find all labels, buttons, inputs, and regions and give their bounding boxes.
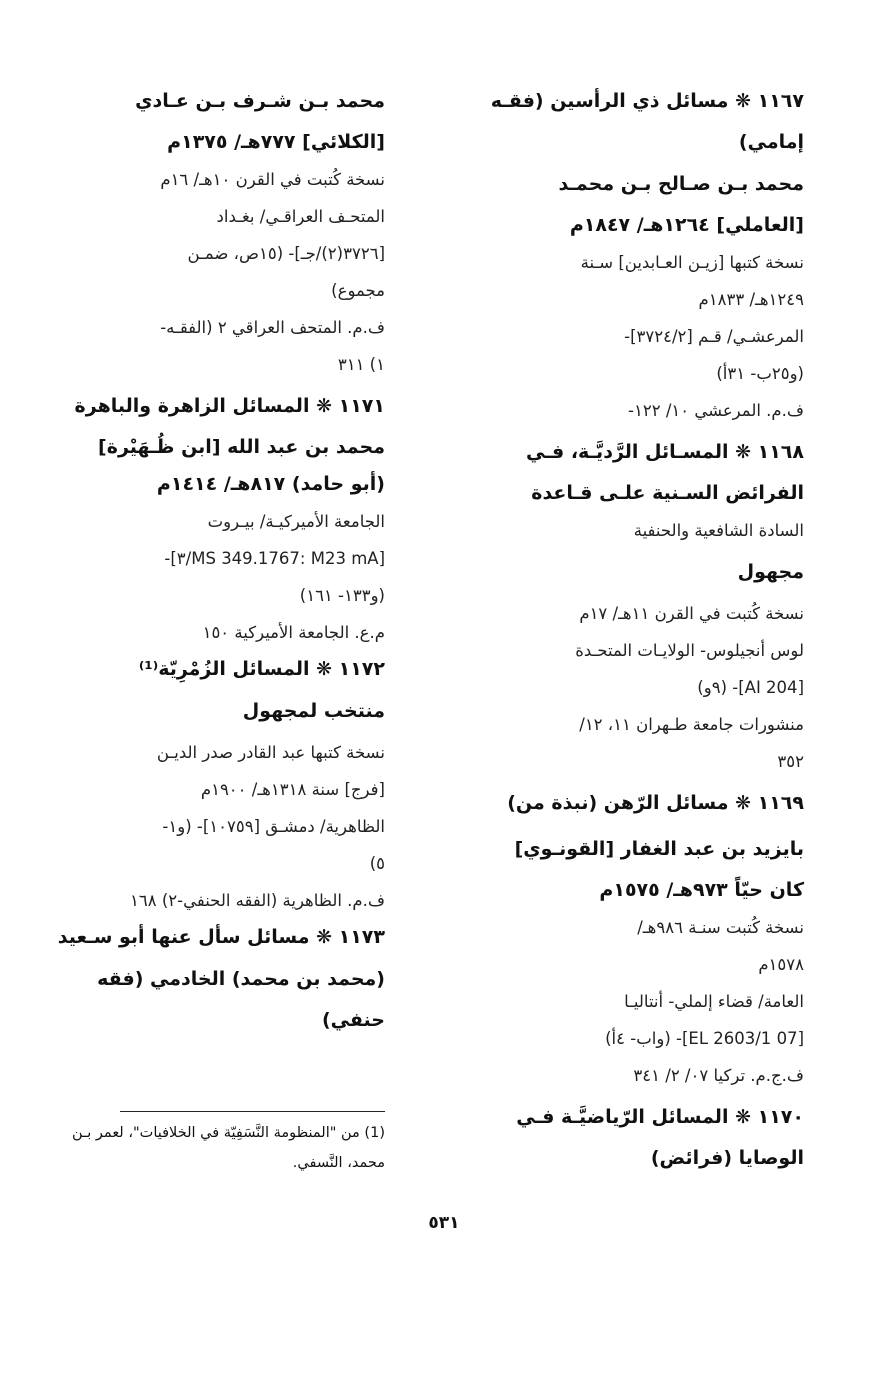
entry-1173-title: ١١٧٣ ❋ مسائل سأل عنها أبو سـعيد	[57, 926, 385, 948]
entry-1171-title: ١١٧١ ❋ المسائل الزاهرة والباهرة	[74, 395, 385, 417]
entry-1170-author: محمد بـن شـرف بـن عـادي	[135, 90, 385, 112]
entry-1170-catalog-ref: ف.م. المتحف العراقي ٢ (الفقـه-	[160, 318, 385, 337]
entry-1172-author: منتخب لمجهول	[242, 700, 385, 722]
entry-1170-catalog-ref-cont: ١) ٣١١	[337, 355, 385, 374]
entry-1169-author-dates: كان حيّاً ٩٧٣هـ/ ١٥٧٥م	[599, 879, 804, 901]
entry-1171-library: الجامعة الأميركيـة/ بيـروت	[207, 512, 385, 531]
entry-1168-catalog-ref-cont: ٣٥٢	[777, 752, 804, 771]
page-number: ٥٣١	[428, 1213, 460, 1233]
entry-1172-copy-note: نسخة كتبها عبد القادر صدر الديـن	[156, 743, 385, 762]
entry-1167-title: ١١٦٧ ❋ مسائل ذي الرأسين (فقـه	[490, 90, 804, 112]
entry-1168-copy-note: نسخة كُتبت في القرن ١١هـ/ ١٧م	[579, 604, 804, 623]
entry-1169-catalog-ref: ف.ج.م. تركيا ٠٧/ ٢/ ٣٤١	[633, 1066, 804, 1085]
entry-1172-title: ١١٧٢ ❋ المسائل الزُمْرِيّة⁽¹⁾	[138, 658, 385, 680]
entry-1173-title-cont-2: حنفي)	[321, 1009, 385, 1031]
footnote	[72, 1118, 385, 1178]
entry-1169-shelfmark: [07 EL 2603/1]- (واب- ٤أ)	[605, 1029, 804, 1048]
entry-1172-library: الظاهرية/ دمشـق [١٠٧٥٩]- (و١-	[162, 817, 385, 836]
entry-1169-copy-date: ١٥٧٨م	[758, 955, 804, 974]
footnote-line: (1) من "المنظومة النَّسَفِيّة في الخلافيات"، لعمر بـن	[72, 1125, 385, 1141]
entry-1168-library: لوس أنجيلوس- الولايـات المتحـدة	[575, 641, 804, 660]
entry-1167-author-dates: [العاملي] ١٢٦٤هـ/ ١٨٤٧م	[569, 214, 804, 236]
entry-1170-shelfmark-cont: مجموع)	[331, 281, 385, 300]
entry-1171-catalog-ref: م.ع. الجامعة الأميركية ١٥٠	[202, 623, 385, 642]
entry-1172-folios-cont: ٥)	[369, 854, 385, 873]
left-column	[57, 78, 385, 1039]
entry-1167-folios: (و٢٥ب- ٣١أ)	[716, 364, 804, 383]
entry-1170-title: ١١٧٠ ❋ المسائل الرّياضيَّـة فـي	[516, 1106, 804, 1128]
entry-1167-title-cont: إمامي)	[738, 131, 804, 153]
entry-1172-catalog-ref: ف.م. الظاهرية (الفقه الحنفي-٢) ١٦٨	[129, 891, 385, 910]
entry-1167-copy-note: نسخة كتبها [زيـن العـابدين] سـنة	[580, 253, 804, 272]
entry-1171-folios: (و١٣٣- ١٦١)	[299, 586, 385, 605]
entry-1167-author: محمد بـن صـالح بـن محمـد	[558, 173, 804, 195]
footnote-line: محمد، النَّسفي.	[292, 1155, 385, 1171]
entry-1169-copy-note: نسخة كُتبت سنـة ٩٨٦هـ/	[637, 918, 804, 937]
right-column	[462, 78, 804, 1177]
entry-1171-shelfmark: [MS 349.1767: M23 mA/٣]-	[164, 549, 385, 568]
entry-1167-copy-date: ١٢٤٩هـ/ ١٨٣٣م	[698, 290, 804, 309]
entry-1173-title-cont: (محمد بن محمد) الخادمي (فقه	[97, 968, 385, 990]
entry-1170-library: المتحـف العراقـي/ بغـداد	[216, 207, 385, 226]
entry-1168-title-cont-2: السادة الشافعية والحنفية	[633, 521, 804, 540]
entry-1170-shelfmark: [٣٧٢٦(٢)/جـ]- (١٥ص، ضمـن	[187, 244, 385, 263]
entry-1170-copy-note: نسخة كُتبت في القرن ١٠هـ/ ١٦م	[160, 170, 385, 189]
entry-1171-author: محمد بن عبد الله [ابن ظُـهَيْرة]	[98, 436, 385, 458]
entry-1167-catalog-ref: ف.م. المرعشي ١٠/ ١٢٢-	[628, 401, 804, 420]
entry-1170-author-dates: [الكلائي] ٧٧٧هـ/ ١٣٧٥م	[167, 131, 385, 153]
entry-1168-title-cont: الفرائض السـنية علـى قـاعدة	[531, 482, 804, 504]
entry-1168-catalog-ref: منشورات جامعة طـهران ١١، ١٢/	[579, 715, 804, 734]
entry-1168-author: مجهول	[737, 561, 804, 583]
entry-1170-title-cont: الوصايا (فرائض)	[650, 1147, 804, 1169]
entry-1169-author: بايزيد بن عبد الغفار [القونـوي]	[514, 838, 804, 860]
entry-1171-author-dates: (أبو حامد) ٨١٧هـ/ ١٤١٤م	[156, 473, 385, 495]
entry-1172-copy-date: [فرج] سنة ١٣١٨هـ/ ١٩٠٠م	[200, 780, 385, 799]
entry-1167-library: المرعشـي/ قـم [٣٧٢٤/٢]-	[624, 327, 804, 346]
entry-1169-library: العامة/ قضاء إلملي- أنتاليـا	[624, 992, 804, 1011]
footnote-divider	[120, 1111, 385, 1112]
entry-1168-shelfmark: [AI 204]- (٩و)	[697, 678, 804, 697]
entry-1168-title: ١١٦٨ ❋ المسـائل الرَّديَّـة، فـي	[526, 441, 804, 463]
entry-1169-title: ١١٦٩ ❋ مسائل الرّهن (نبذة من)	[507, 792, 804, 814]
